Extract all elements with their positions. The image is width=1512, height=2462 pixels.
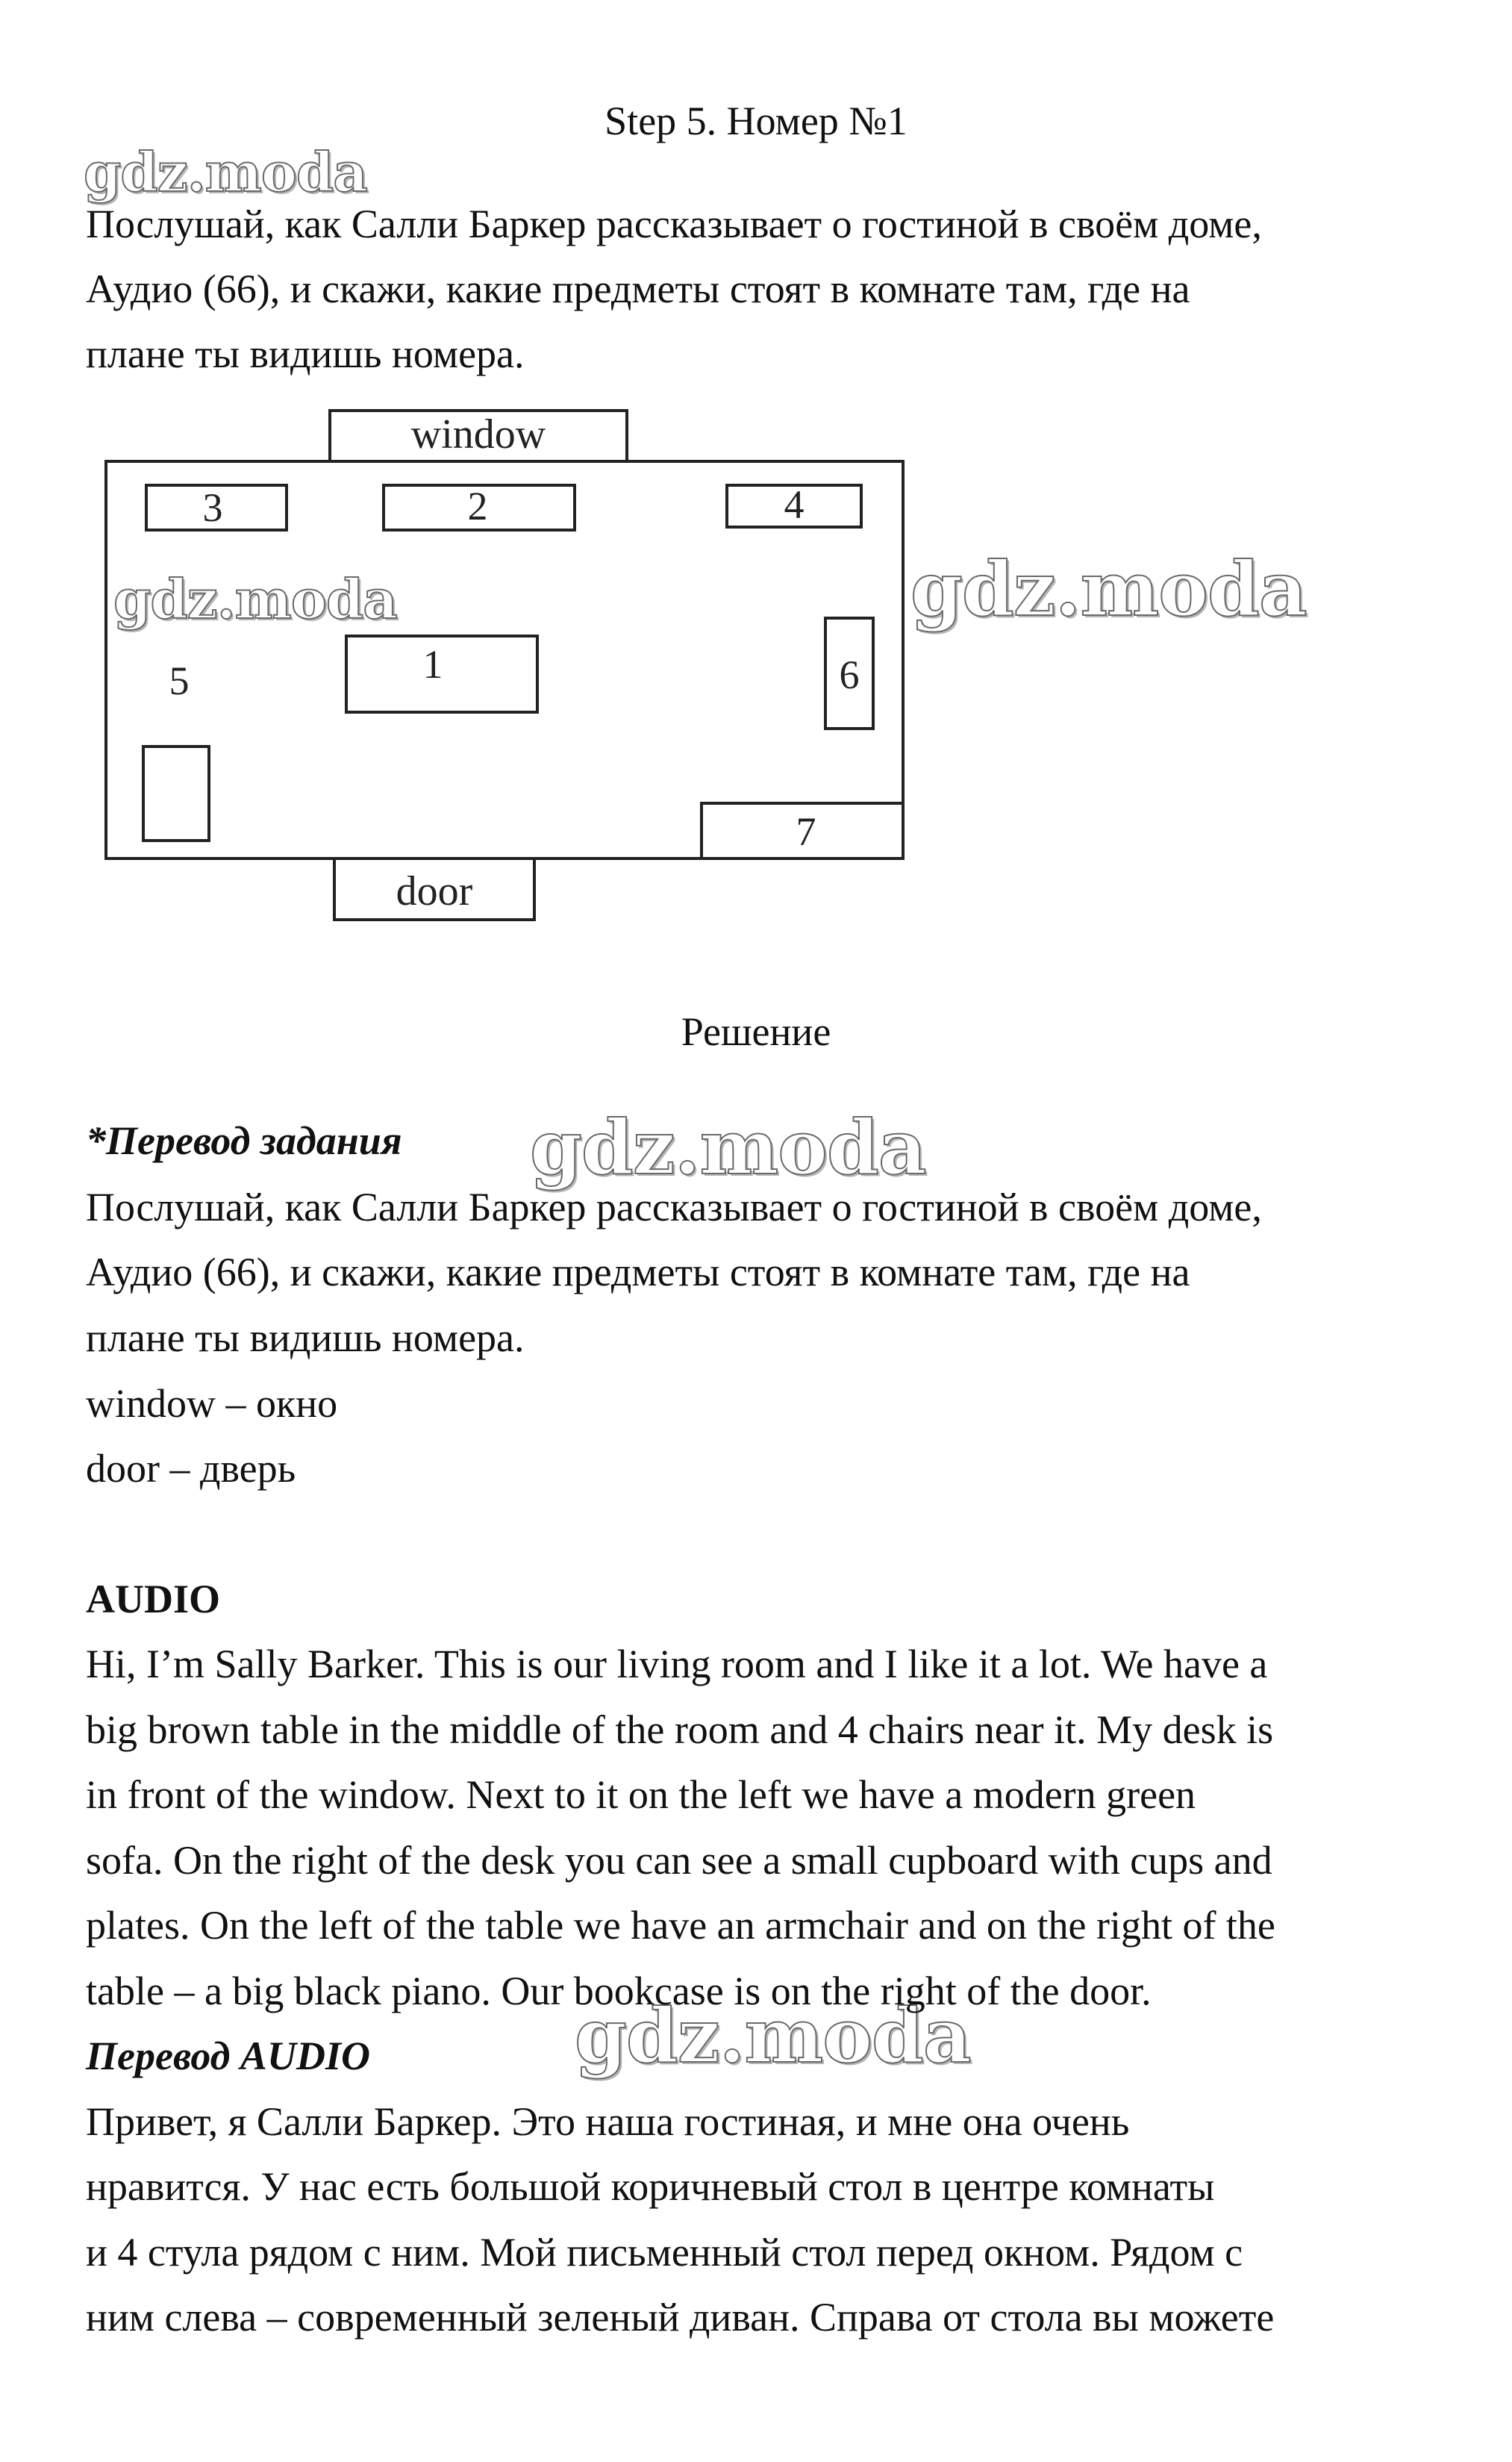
door-label: door bbox=[396, 868, 473, 914]
item-6-label: 6 bbox=[839, 652, 860, 697]
task-line: Послушай, как Салли Баркер рассказывает о гостиной в своём доме, bbox=[86, 202, 1262, 246]
watermark: gdz.moda bbox=[113, 567, 397, 631]
item-7-label: 7 bbox=[796, 809, 816, 854]
watermark: gdz.moda bbox=[575, 1992, 971, 2080]
audio-line: big brown table in the middle of the room and 4 chairs near it. My desk is bbox=[86, 1707, 1274, 1752]
room-plan bbox=[97, 403, 925, 941]
audio-translation-line: Привет, я Салли Баркер. Это наша гостиная, и мне она очень bbox=[86, 2099, 1130, 2144]
translation-line: Аудио (66), и скажи, какие предметы стоят в комнате там, где на bbox=[86, 1250, 1190, 1294]
solution-heading: Решение bbox=[681, 1009, 831, 1054]
watermark: gdz.moda bbox=[530, 1103, 926, 1191]
audio-translation-line: и 4 стула рядом с ним. Мой письменный стол перед окном. Рядом с bbox=[86, 2230, 1243, 2275]
translation-line: плане ты видишь номера. bbox=[86, 1315, 525, 1360]
item-5-box bbox=[143, 747, 209, 841]
item-1-label: 1 bbox=[422, 642, 443, 687]
audio-translation-heading: Перевод AUDIO bbox=[86, 2034, 370, 2078]
watermark: gdz.moda bbox=[84, 140, 367, 204]
watermark: gdz.moda bbox=[910, 545, 1307, 633]
audio-line: in front of the window. Next to it on the left we have a modern green bbox=[86, 1772, 1196, 1817]
translation-heading: *Перевод задания bbox=[86, 1118, 402, 1163]
audio-translation-line: ним слева – современный зеленый диван. Справа от стола вы можете bbox=[86, 2295, 1275, 2340]
audio-line: Hi, I’m Sally Barker. This is our living room and I like it a lot. We have a bbox=[86, 1642, 1268, 1686]
audio-line: plates. On the left of the table we have an armchair and on the right of the bbox=[86, 1903, 1275, 1948]
item-2-label: 2 bbox=[467, 484, 488, 529]
translation-line: Послушай, как Салли Баркер рассказывает о гостиной в своём доме, bbox=[86, 1185, 1262, 1230]
task-line: плане ты видишь номера. bbox=[86, 331, 525, 376]
window-label: window bbox=[410, 411, 546, 458]
vocab-item: door – дверь bbox=[86, 1446, 296, 1491]
audio-translation-line: нравится. У нас есть большой коричневый стол в центре комнаты bbox=[86, 2164, 1215, 2209]
audio-line: sofa. On the right of the desk you can see a small cupboard with cups and bbox=[86, 1838, 1272, 1883]
page-title: Step 5. Номер №1 bbox=[605, 99, 907, 143]
task-line: Аудио (66), и скажи, какие предметы стоят в комнате там, где на bbox=[86, 267, 1190, 311]
audio-heading: AUDIO bbox=[86, 1577, 221, 1621]
item-5-label: 5 bbox=[169, 658, 190, 703]
vocab-item: window – окно bbox=[86, 1381, 338, 1426]
item-3-label: 3 bbox=[202, 485, 223, 530]
item-4-label: 4 bbox=[784, 482, 805, 527]
audio-line: table – a big black piano. Our bookcase is on the right of the door. bbox=[86, 1969, 1152, 2013]
